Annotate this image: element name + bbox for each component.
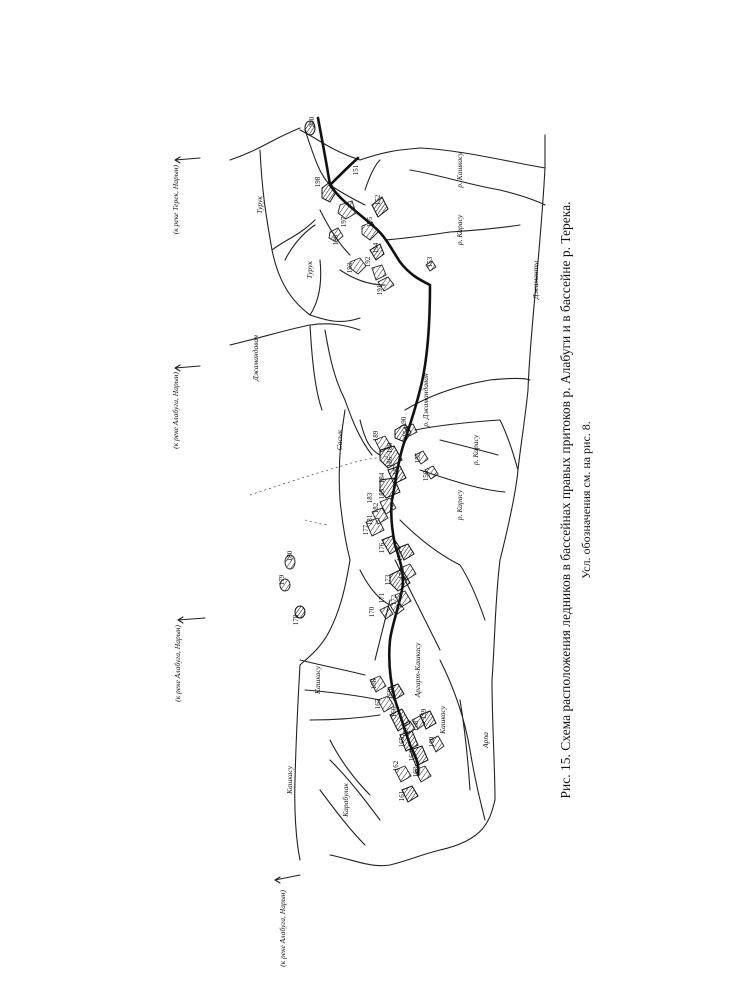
glacier-number-labels [278, 116, 436, 801]
arrow-alabuga-top [175, 365, 200, 371]
label-to-alabuga-bottom: (к реке Алабуга, Нарын) [278, 890, 287, 967]
label-to-alabuga-top: (к реке Алабуга, Нарын) [171, 372, 180, 449]
glacier-number-171: 171 [378, 592, 386, 604]
arrow-terek [175, 157, 200, 163]
glacier-number-166: 166 [390, 706, 398, 718]
glacier-number-194: 194 [372, 242, 380, 254]
glacier-number-161: 161 [398, 790, 406, 802]
glacier-number-162: 162 [392, 760, 400, 772]
labels-bottom [173, 625, 490, 967]
glacier-number-169: 169 [386, 688, 394, 700]
label-dzhamandavan-river: р. Джамандаван [421, 373, 430, 427]
glacier-number-178: 178 [292, 614, 300, 626]
label-dzhamanty: Джаманты [531, 260, 540, 300]
arrow-alabuga-bottom [275, 875, 300, 883]
glacier-number-192: 192 [364, 256, 372, 268]
legend-note: Усл. обозначения см. на рис. 8. [579, 421, 593, 579]
glacier-170 [380, 606, 393, 619]
glacier-number-155: 155 [414, 452, 422, 464]
glacier-number-200: 200 [308, 116, 316, 128]
ridge-central-lower [360, 520, 485, 660]
label-turuk: Турук [255, 196, 264, 214]
glacier-number-153: 153 [426, 256, 434, 268]
glacier-number-167: 167 [374, 698, 382, 710]
glacier-number-159: 159 [420, 708, 428, 720]
glacier-number-180: 180 [286, 550, 294, 562]
dotted-line [250, 456, 390, 495]
glacier-number-181: 181 [366, 514, 374, 526]
label-kashkasu-top: р. Кашкасу [455, 152, 464, 188]
label-argart-kashkasu: Аргарт-Кашкасу [413, 642, 422, 698]
glacier-number-197: 197 [340, 216, 348, 228]
glacier-number-157: 157 [402, 726, 410, 738]
glacier-197 [338, 201, 356, 219]
glacier-number-165: 165 [398, 736, 406, 748]
glacier-number-186: 186 [386, 456, 394, 468]
label-karasu-3: р. Карасу [455, 489, 464, 521]
glacier-number-196: 196 [332, 234, 340, 246]
glacier-number-173: 173 [384, 574, 392, 586]
glacier-number-195: 195 [366, 216, 374, 228]
glacier-192 [372, 265, 386, 280]
glacier-198 [322, 182, 336, 202]
label-karasu-2: р. Карасу [471, 434, 480, 466]
glacier-group-left-upper [280, 555, 305, 618]
glacier-number-185: 185 [378, 488, 386, 500]
glacier-number-160: 160 [428, 736, 436, 748]
glacier-number-151: 151 [352, 164, 360, 176]
label-kashkasu-bottom: Кашкасу [285, 765, 294, 795]
glacier-number-168: 168 [370, 678, 378, 690]
arrow-alabuga-mid [178, 617, 205, 623]
glacier-number-174: 174 [398, 568, 406, 580]
label-to-terek: (к реке Терек, Нарын) [171, 165, 180, 235]
glacier-number-176: 176 [378, 542, 386, 554]
labels-top [171, 152, 540, 522]
glacier-number-154: 154 [402, 426, 410, 438]
glacier-number-156: 156 [422, 470, 430, 482]
glacier-number-175: 175 [396, 550, 404, 562]
ridge-right-1 [410, 170, 545, 205]
glacier-number-191: 191 [376, 284, 384, 296]
glacier-number-172: 172 [390, 594, 398, 606]
ridge-kashkasu-left [300, 660, 380, 845]
glacier-number-152: 152 [374, 194, 382, 206]
label-karasu: р. Карасу [455, 214, 464, 246]
label-to-alabuga-mid: (к реке Алабуга, Нарын) [173, 625, 182, 702]
ridge-karasu-upper [385, 225, 520, 240]
glacier-number-170: 170 [368, 606, 376, 618]
dotted-line-2 [305, 520, 328, 525]
glacier-number-183: 183 [366, 492, 374, 504]
glacier-number-164: 164 [408, 750, 416, 762]
label-dzhamandavan: Джамандаван [251, 335, 260, 381]
figure-caption: Рис. 15. Схема расположения ледников в бассейнах правых притоков р. Алабуги и в бассейне р. Терека. [558, 201, 573, 799]
glacier-number-163: 163 [412, 766, 420, 778]
glacier-number-184: 184 [378, 472, 386, 484]
glacier-number-193: 193 [346, 262, 354, 274]
glacier-number-182: 182 [372, 502, 380, 514]
glacier-number-198: 198 [314, 176, 322, 188]
label-arpa: Арпа [481, 732, 490, 748]
arrows [175, 157, 300, 883]
ridge-arpa-right [440, 660, 485, 820]
glacier-number-188: 188 [386, 442, 394, 454]
glacier-number-177: 177 [362, 524, 370, 536]
ridge-karasu-mid [415, 420, 518, 492]
glacier-number-190: 190 [400, 416, 408, 428]
glacier-number-179: 179 [278, 574, 286, 586]
label-sasyk: Сасык [335, 429, 344, 451]
label-kashkasu-2: Кашкасу [313, 665, 322, 695]
glacier-number-189: 189 [372, 430, 380, 442]
label-turuk-2: Турук [305, 261, 314, 279]
glacier-number-187: 187 [392, 464, 400, 476]
glacier-number-158: 158 [412, 720, 420, 732]
label-kashkasu-3: Кашкасу [438, 705, 447, 735]
label-karabulak: Карабулак [341, 783, 350, 817]
